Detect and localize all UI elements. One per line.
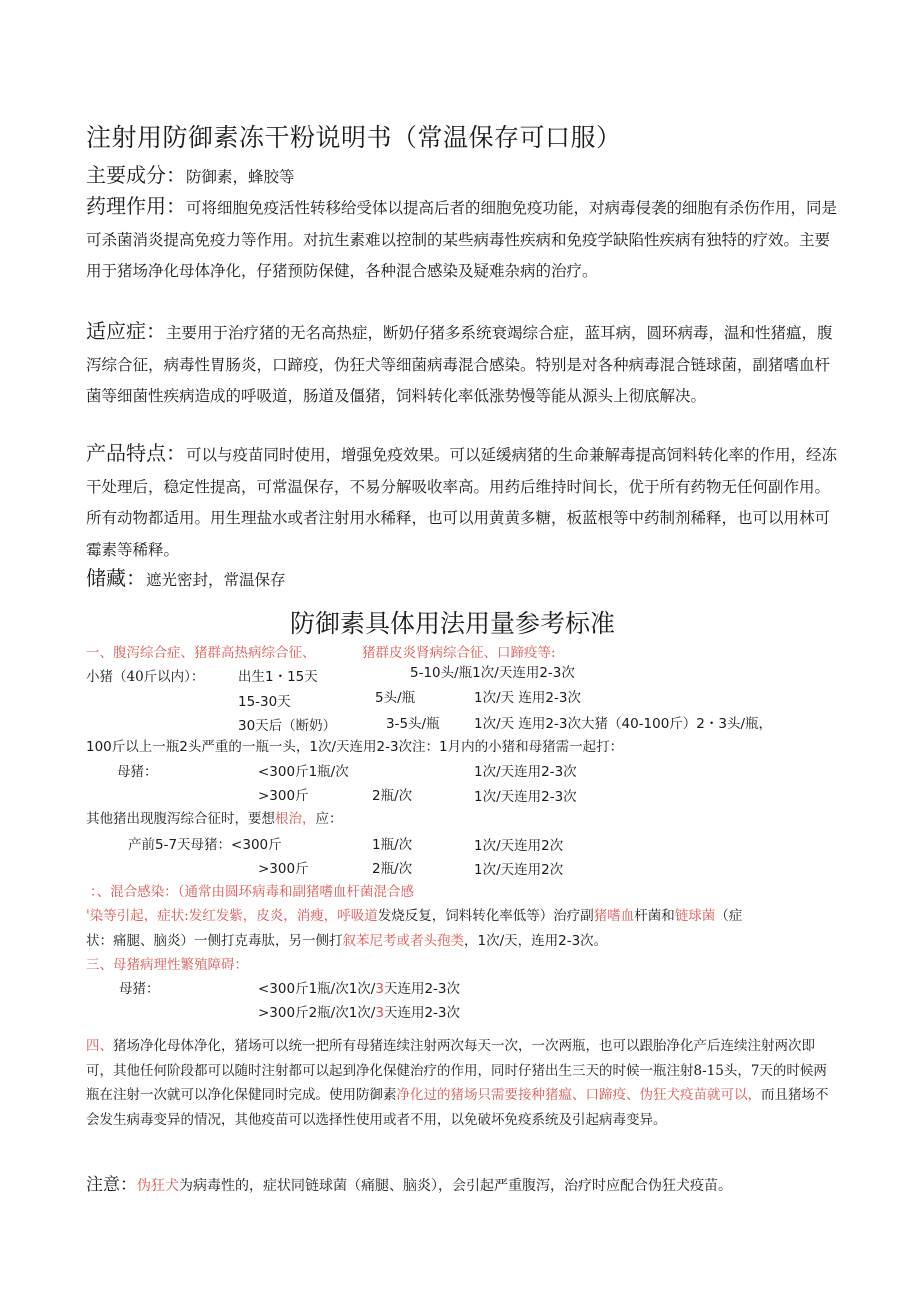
s2-line2-a: '染等引起，症状:发红发紫，皮炎，消瘦，呼吸道 (86, 908, 378, 924)
piglet-r1-dose: 5-10头/瓶1次/天连用2-3次 (410, 665, 575, 681)
piglet-r2-freq: 1次/天 连用2-3次 (474, 690, 581, 706)
other-text-b: 根治， (275, 811, 316, 827)
s2-line2-f: （症 (715, 908, 743, 924)
s3-header: 三、母猪病理性繁殖障碍： (86, 957, 248, 973)
s3-row2-a: >300斤2瓶/次1次/ (258, 1005, 376, 1021)
s2-line3-b: 叙苯尼考或者头孢类 (342, 933, 464, 949)
piglet-r3-age: 30天后（断奶） (238, 718, 337, 734)
s2-line2 (86, 906, 742, 926)
piglet-r2-dose: 5头/瓶 (375, 690, 416, 706)
s3-row2-c: 天连用2-3次 (383, 1005, 461, 1021)
s3-row1-a: <300斤1瓶/次1次/ (258, 981, 376, 997)
dosage-title: 防御素具体用法用量参考标准 (290, 609, 616, 638)
note-line (86, 1170, 732, 1195)
storage-section (86, 563, 838, 597)
s4-prefix: 四、 (86, 1038, 113, 1054)
other-pigs-line (86, 809, 343, 829)
prenatal-label: 产前5-7天母猪：<300斤 (128, 837, 282, 853)
s2-line2-b: 发烧反复，饲料转化率低等）治疗副 (377, 908, 594, 924)
s2-line2-c: 猪嗜血 (593, 908, 635, 924)
features-label: 产品特点： (86, 441, 186, 465)
s2-line3 (86, 931, 607, 951)
prenatal-r1-dose: 1瓶/次 (372, 837, 413, 853)
s3-row1 (258, 979, 460, 999)
piglet-r3-dose: 3-5头/瓶 (386, 716, 440, 732)
piglet-r4: 100斤以上一瓶2头严重的一瓶一头，1次/天连用2-3次注：1月内的小猪和母猪需一起打： (86, 739, 624, 755)
prenatal-r2-dose: 2瓶/次 (372, 861, 413, 877)
pharmacology-section (86, 191, 838, 288)
s3-row2-b: 3 (375, 1005, 384, 1021)
s2-line3-c: ，1次/天，连用2-3次。 (464, 933, 608, 949)
s3-row1-c: 天连用2-3次 (383, 981, 461, 997)
s4-text-c: 净化过的猪场只需要接种猪瘟、口蹄疫、伪狂犬疫苗就可以， (396, 1087, 761, 1103)
storage-text: 遮光密封，常温保存 (146, 571, 286, 589)
note-red: 伪狂犬 (137, 1178, 179, 1194)
prenatal-r2-weight: >300斤 (258, 861, 309, 877)
indications-section (86, 316, 838, 413)
s2-line1: ：、混合感染：（通常由圆环病毒和副猪嗜血杆菌混合感 (90, 884, 414, 900)
s3-row2 (258, 1003, 460, 1023)
other-text-c: 应： (315, 811, 343, 827)
indications-text: 主要用于治疗猪的无名高热症，断奶仔猪多系统衰竭综合症，蓝耳病，圆环病毒，温和性猪瘟，腹泻综合征，病毒性胃肠炎，口蹄疫，伪狂犬等细菌病毒混合感染。特别是对各种病毒混合链球菌，副猪嗜血杆菌等细菌性疾病造成的呼吸道，肠道及僵猪，饲料转化率低涨势慢等能从源头上彻底解决。 (86, 324, 833, 405)
sow-r2-dose: 2瓶/次 (372, 788, 413, 804)
piglet-r3-freq: 1次/天 连用2-3次大猪（40-100斤）2・3头/瓶， (474, 716, 773, 732)
s4-text-d: 而且猪场不会发生病毒变异的情况，其他疫苗可以选择性使用或者不用，以免破坏免疫系统及引起病毒变异。 (86, 1087, 829, 1128)
features-section (86, 438, 838, 566)
piglet-label: 小猪（40斤以内）： (86, 669, 205, 685)
ingredients-text: 防御素，蜂胶等 (186, 168, 295, 186)
document-title: 注射用防御素冻干粉说明书（常温保存可口服） (86, 123, 622, 152)
pharmacology-label: 药理作用： (86, 194, 186, 218)
storage-label: 储藏： (86, 566, 146, 590)
indications-label: 适应症： (86, 319, 166, 343)
piglet-r2-age: 15-30天 (238, 694, 291, 710)
prenatal-r2-freq: 1次/天连用2次 (474, 862, 564, 878)
piglet-r1-age: 出生1・15天 (238, 669, 318, 685)
s4-paragraph (86, 1034, 838, 1132)
sow-r1-freq: 1次/天连用2-3次 (474, 764, 577, 780)
s1-header2: 猪群皮炎肾病综合征、口蹄疫等: (362, 645, 556, 661)
prenatal-r1-freq: 1次/天连用2次 (474, 838, 564, 854)
s3-row1-b: 3 (375, 981, 384, 997)
s4-text-b: 猪场净化母体净化，猪场可以统一把所有母猪连续注射两次每天一次，一次两瓶，也可以跟胎净化产后连续注射两次即可，其他任何阶段都可以随时注射都可以起到净化保健治疗的作用，同时仔猪出生三天的时候一瓶注射8-15头，7天的时候两瓶在注射一次就可以净化保健同时完成。使用防御素 (86, 1038, 827, 1103)
note-label: 注意： (86, 1175, 137, 1195)
features-text: 可以与疫苗同时使用，增强免疫效果。可以延缓病猪的生命兼解毒提高饲料转化率的作用，经冻干处理后，稳定性提高，可常温保存，不易分解吸收率高。用药后维持时间长，优于所有药物无任何副作用。所有动物都适用。用生理盐水或者注射用水稀释，也可以用黄黄多糖，板蓝根等中药制剂稀释，也可以用林可霉素等稀释。 (86, 446, 838, 559)
s2-line3-a: 状：痛腿、脑炎）一侧打克毒肽，另一侧打 (86, 933, 343, 949)
sow-r2-freq: 1次/天连用2-3次 (474, 789, 577, 805)
sow-r1-weight: <300斤1瓶/次 (258, 764, 349, 780)
s2-line2-e: 链球菌 (674, 908, 716, 924)
pharmacology-text: 可将细胞免疫活性转移给受体以提高后者的细胞免疫功能，对病毒侵袭的细胞有杀伤作用，同是可杀菌消炎提高免疫力等作用。对抗生素难以控制的某些病毒性疾病和免疫学缺陷性疾病有独特的疗效。主要用于猪场净化母体净化，仔猪预防保健，各种混合感染及疑难杂病的治疗。 (86, 199, 838, 280)
ingredients-section (86, 160, 838, 194)
s1-header: 一、腹泻综合症、猪群高热病综合征、 (86, 645, 316, 661)
ingredients-label: 主要成分： (86, 163, 186, 187)
sow-label: 母猪： (117, 764, 158, 780)
s2-line2-d: 杆菌和 (634, 908, 675, 924)
s3-sow-label: 母猪： (119, 981, 160, 997)
note-text: 为病毒性的，症状同链球菌（痛腿、脑炎），会引起严重腹泻，治疗时应配合伪狂犬疫苗。 (179, 1178, 732, 1194)
sow-r2-weight: >300斤 (258, 788, 309, 804)
other-text-a: 其他猪出现腹泻综合征时，要想 (86, 811, 275, 827)
